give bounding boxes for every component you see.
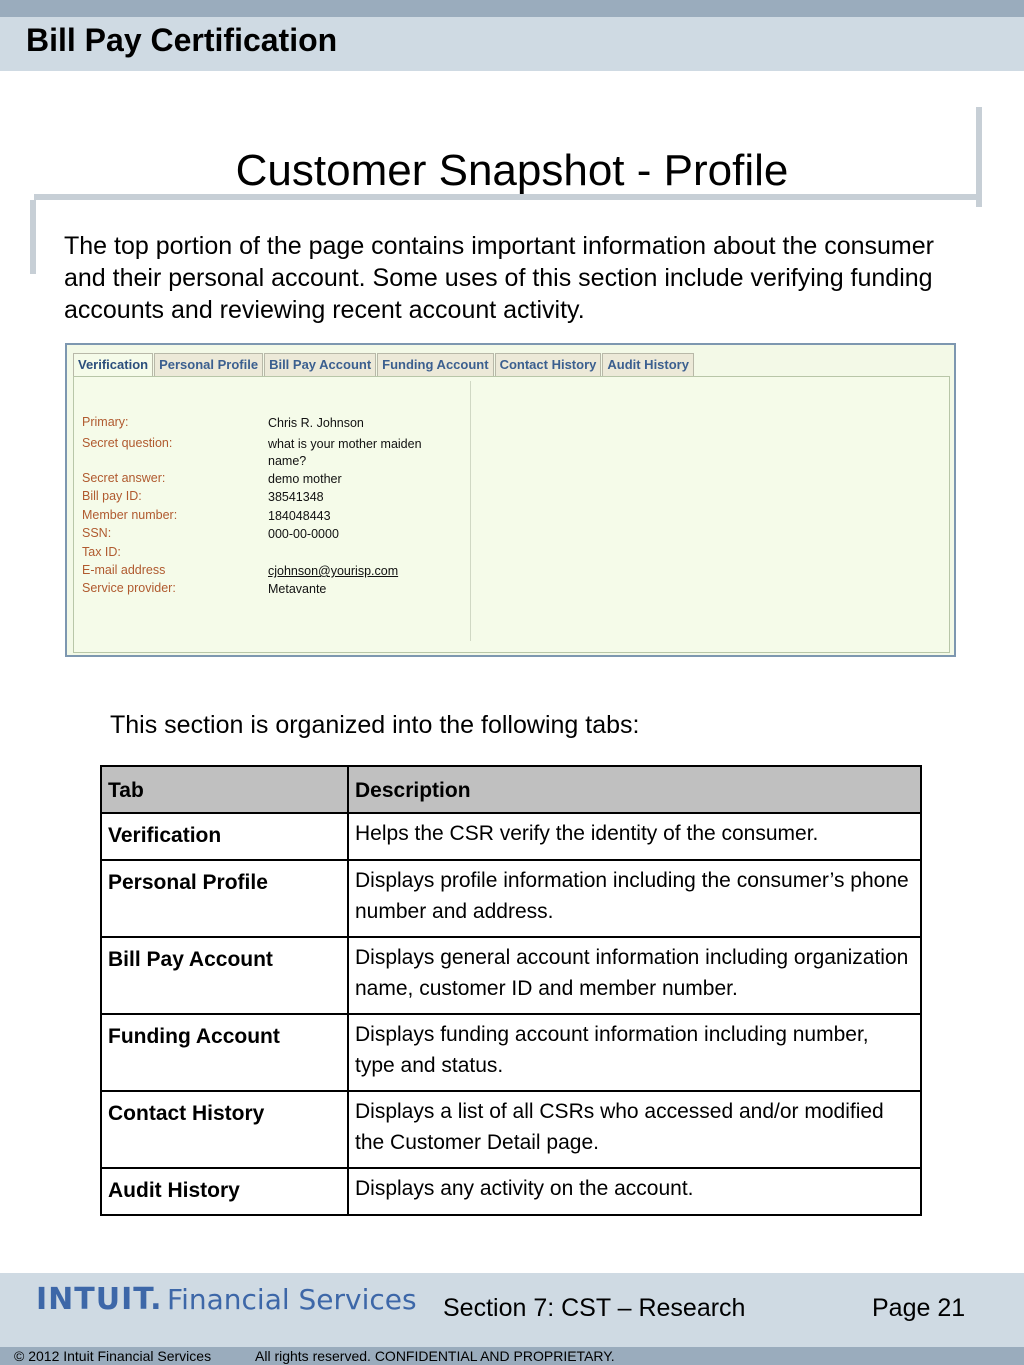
snapshot-panel: [73, 376, 950, 653]
header-title: Bill Pay Certification: [26, 22, 338, 58]
snapshot-tab-audit-history[interactable]: Audit History: [602, 353, 694, 376]
tab-name-cell: Funding Account: [101, 1014, 348, 1091]
slide-title: Customer Snapshot - Profile: [235, 146, 789, 195]
field-label: Tax ID:: [82, 545, 121, 559]
tabs-table: [100, 765, 922, 1216]
snapshot-tab-bill-pay-account[interactable]: Bill Pay Account: [264, 353, 376, 376]
field-label: Secret answer:: [82, 471, 166, 485]
field-value: 000-00-0000: [268, 527, 339, 541]
customer-snapshot-screenshot: [65, 343, 956, 657]
field-value: Chris R. Johnson: [268, 416, 364, 430]
snapshot-tab-strip: [73, 353, 695, 377]
top-strip: [0, 0, 1024, 17]
snapshot-tab-funding-account[interactable]: Funding Account: [377, 353, 493, 376]
tab-name-cell: Verification: [101, 813, 348, 860]
tab-name-cell: Contact History: [101, 1091, 348, 1168]
email-link[interactable]: cjohnson@yourisp.com: [268, 564, 399, 578]
table-row: [101, 813, 921, 860]
logo-wordmark: INTUIT.: [36, 1282, 163, 1317]
logo-subtitle: Financial Services: [167, 1283, 417, 1316]
table-row: [101, 1014, 921, 1091]
table-header-row: [101, 766, 921, 813]
table-row: [101, 937, 921, 1014]
field-label: Secret question:: [82, 436, 173, 450]
field-value: what is your mother maiden: [268, 437, 422, 451]
title-frame-left: [30, 200, 36, 274]
field-label: Bill pay ID:: [82, 489, 142, 503]
tab-description-cell: Displays funding account information including number, type and status.: [348, 1014, 921, 1091]
tab-description-cell: Displays a list of all CSRs who accessed and/or modified the Customer Detail page.: [348, 1091, 921, 1168]
page-number: Page 21: [872, 1294, 966, 1322]
field-label: Primary:: [82, 415, 129, 429]
intro-paragraph: The top portion of the page contains important information about the consumer and their personal account. Some uses of this section include verifying funding accounts and reviewing recent account activity.: [64, 232, 934, 324]
field-label: E-mail address: [82, 563, 166, 577]
column-header-description: Description: [348, 766, 921, 813]
field-value: 184048443: [268, 509, 331, 523]
field-label: SSN:: [82, 526, 112, 540]
intuit-financial-services-logo: [36, 1282, 417, 1322]
field-value-continued: name?: [268, 454, 307, 468]
field-label: Member number:: [82, 508, 178, 522]
tab-description-cell: Helps the CSR verify the identity of the consumer.: [348, 813, 921, 860]
tab-description-cell: Displays any activity on the account.: [348, 1168, 921, 1215]
footer-section-label: Section 7: CST – Research: [443, 1294, 746, 1322]
table-row: [101, 860, 921, 937]
field-value: demo mother: [268, 472, 342, 486]
tab-name-cell: Bill Pay Account: [101, 937, 348, 1014]
tab-description-cell: Displays profile information including the consumer’s phone number and address.: [348, 860, 921, 937]
copyright-text: © 2012 Intuit Financial Services: [14, 1348, 212, 1364]
tab-name-cell: Personal Profile: [101, 860, 348, 937]
table-row: [101, 1168, 921, 1215]
snapshot-tab-personal-profile[interactable]: Personal Profile: [154, 353, 263, 376]
snapshot-tab-contact-history[interactable]: Contact History: [495, 353, 602, 376]
field-value: Metavante: [268, 582, 327, 596]
tab-description-cell: Displays general account information including organization name, customer ID and member number.: [348, 937, 921, 1014]
column-header-tab: Tab: [101, 766, 348, 813]
snapshot-divider: [470, 381, 471, 641]
snapshot-tab-verification[interactable]: Verification: [73, 353, 153, 378]
table-row: [101, 1091, 921, 1168]
rights-text: All rights reserved. CONFIDENTIAL AND PROPRIETARY.: [255, 1348, 615, 1364]
tabs-intro: This section is organized into the following tabs:: [110, 711, 640, 739]
field-value: 38541348: [268, 490, 324, 504]
tab-name-cell: Audit History: [101, 1168, 348, 1215]
field-label: Service provider:: [82, 581, 176, 595]
